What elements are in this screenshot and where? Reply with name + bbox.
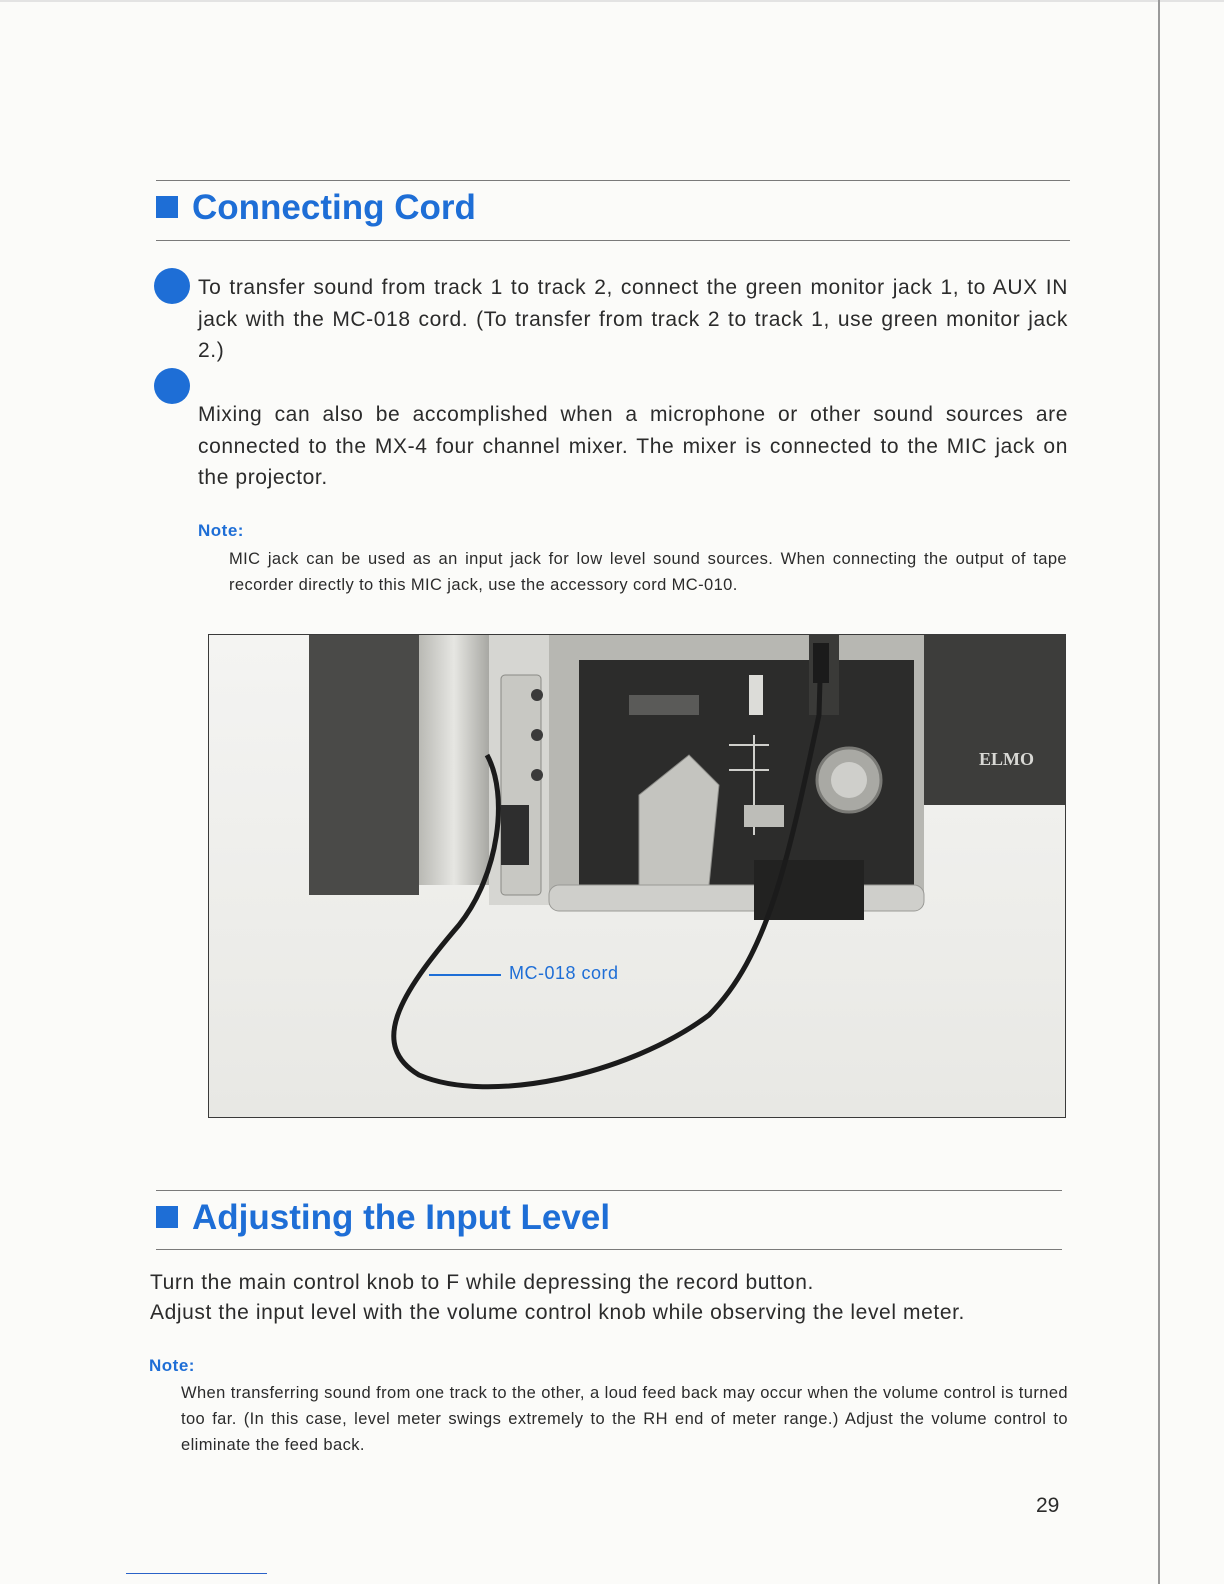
section1-bottom-rule [156, 240, 1070, 241]
heading-square-icon [156, 1206, 178, 1228]
section2-bottom-rule [156, 1249, 1062, 1250]
section2-title: Adjusting the Input Level [192, 1198, 611, 1237]
section1-top-rule [156, 180, 1070, 181]
projector-left-body [309, 635, 419, 895]
bullet-dot-icon [154, 368, 190, 404]
section2-line2: Adjust the input level with the volume control knob while observing the level meter. [150, 1301, 965, 1324]
heading-square-icon [156, 196, 178, 218]
page-right-edge [1158, 0, 1160, 1584]
note2-label: Note: [149, 1356, 195, 1375]
bottom-margin-mark [126, 1573, 267, 1574]
note1-label: Note: [198, 521, 244, 540]
section2-heading [156, 1198, 610, 1238]
section1-title: Connecting Cord [192, 188, 476, 227]
aux-in-jack-icon [531, 729, 543, 741]
section1-heading [156, 188, 476, 228]
page-number: 29 [1036, 1494, 1060, 1517]
mic-jack-icon [531, 689, 543, 701]
bullet1-text: To transfer sound from track 1 to track 2, connect the green monitor jack 1, to AUX IN jack with the MC-018 cord. (To transfer from track 2 to track 1, use green monitor jack 2.) [198, 276, 1068, 362]
note2-text: When transferring sound from one track to the other, a loud feed back may occur when the volume control is turned too far. (In this case, level meter swings extremely to the RH end of meter range.) Adjust the volume control to eliminate the feed back. [181, 1384, 1068, 1454]
note1-text: MIC jack can be used as an input jack for low level sound sources. When connecting the output of tape recorder directly to this MIC jack, use the accessory cord MC-010. [229, 550, 1067, 594]
section2-line1: Turn the main control knob to F while depressing the record button. [150, 1271, 814, 1294]
photo-callout-label: MC-018 cord [509, 963, 619, 983]
bullet-dot-icon [154, 268, 190, 304]
projector-illustration [209, 635, 1066, 1118]
bullet2-text: Mixing can also be accomplished when a microphone or other sound sources are connected to the MX-4 four channel mixer. The mixer is connected to the MIC jack on the projector. [198, 403, 1068, 489]
section2-top-rule [156, 1190, 1062, 1191]
projector-photo [208, 634, 1066, 1118]
monitor-jack-icon [531, 769, 543, 781]
page-top-edge [0, 0, 1224, 2]
svg-text:ELMO: ELMO [979, 749, 1035, 769]
projector-right-body [924, 635, 1066, 805]
